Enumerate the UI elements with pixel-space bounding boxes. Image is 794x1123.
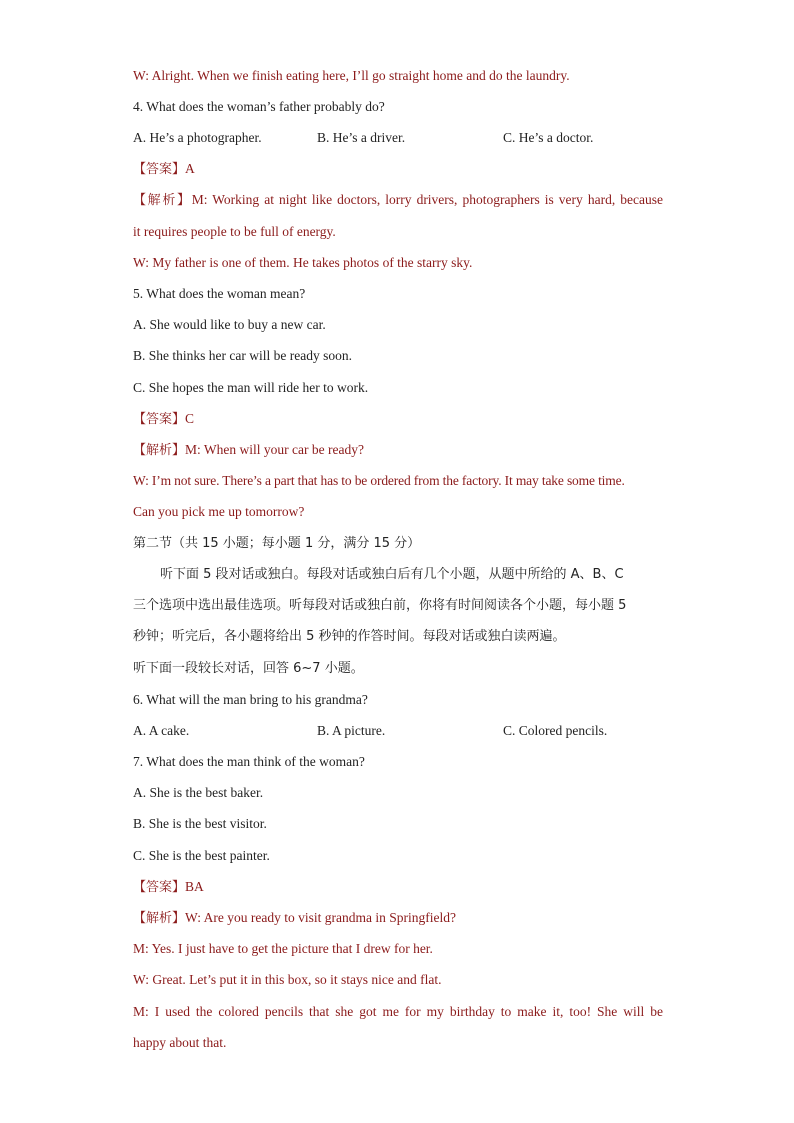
analysis-6-7-line-1 [133, 909, 663, 928]
analysis-4-line-3: W: My father is one of them. He takes photos of the starry sky. [133, 255, 473, 270]
answer-tag: 【答案】 [133, 412, 186, 427]
question-7-option-a: A. She is the best baker. [133, 785, 264, 800]
question-6: 6. What will the man bring to his grandma? [133, 692, 368, 707]
section-2-heading: 第二节（共 15 小题；每小题 1 分，满分 15 分） [133, 536, 421, 551]
question-5-option-a: A. She would like to buy a new car. [133, 317, 326, 332]
analysis-6-7-line-5: happy about that. [133, 1035, 227, 1050]
answer-4 [133, 160, 663, 179]
option-a: A. A cake. [133, 723, 190, 738]
question-7-option-b: B. She is the best visitor. [133, 816, 267, 831]
analysis-tag: 【解析】 [133, 911, 186, 926]
analysis-tag: 【解析】 [133, 193, 192, 208]
answer-6-7 [133, 878, 663, 897]
analysis-5-line-2: W: I’m not sure. There’s a part that has to be ordered from the factory. It may take some time. [133, 473, 625, 488]
instruction-line-4: 听下面一段较长对话，回答 6~7 小题。 [133, 661, 364, 676]
question-5: 5. What does the woman mean? [133, 286, 306, 301]
option-c: C. He’s a doctor. [503, 130, 594, 145]
question-5-option-b: B. She thinks her car will be ready soon. [133, 348, 352, 363]
analysis-tag: 【解析】 [133, 443, 186, 458]
analysis-5-line-1 [133, 441, 663, 460]
option-b: B. He’s a driver. [317, 130, 406, 145]
option-c: C. Colored pencils. [503, 723, 608, 738]
answer-value: BA [185, 879, 204, 894]
analysis-text: M: Working at night like doctors, lorry drivers, photographers is very hard, because [191, 192, 663, 207]
answer-tag: 【答案】 [133, 880, 186, 895]
analysis-6-7-line-4: M: I used the colored pencils that she got me for my birthday to make it, too! She will be [133, 1004, 663, 1019]
analysis-5-line-3: Can you pick me up tomorrow? [133, 504, 305, 519]
instruction-line-3: 秒钟；听完后，各小题将给出 5 秒钟的作答时间。每段对话或独白读两遍。 [133, 629, 566, 644]
answer-value: C [185, 411, 195, 426]
analysis-4-line-2: it requires people to be full of energy. [133, 224, 336, 239]
analysis-6-7-line-2: M: Yes. I just have to get the picture that I drew for her. [133, 941, 433, 956]
analysis-6-7-line-3: W: Great. Let’s put it in this box, so it stays nice and flat. [133, 972, 442, 987]
answer-value: A [185, 161, 195, 176]
instruction-line-2: 三个选项中选出最佳选项。听每段对话或独白前，你将有时间阅读各个小题，每小题 5 [133, 598, 627, 613]
answer-tag: 【答案】 [133, 162, 186, 177]
answer-5 [133, 410, 663, 429]
option-a: A. He’s a photographer. [133, 130, 262, 145]
option-b: B. A picture. [317, 723, 386, 738]
question-7-option-c: C. She is the best painter. [133, 848, 270, 863]
question-4: 4. What does the woman’s father probably do? [133, 99, 385, 114]
question-5-option-c: C. She hopes the man will ride her to work. [133, 380, 369, 395]
instruction-line-1: 听下面 5 段对话或独白。每段对话或独白后有几个小题，从题中所给的 A、B、C [160, 567, 624, 582]
question-7: 7. What does the man think of the woman? [133, 754, 365, 769]
dialogue-line: W: Alright. When we finish eating here, I’ll go straight home and do the laundry. [133, 68, 570, 83]
analysis-text: W: Are you ready to visit grandma in Springfield? [185, 910, 456, 925]
analysis-text: M: When will your car be ready? [185, 442, 364, 457]
analysis-4-line-1 [133, 191, 663, 210]
